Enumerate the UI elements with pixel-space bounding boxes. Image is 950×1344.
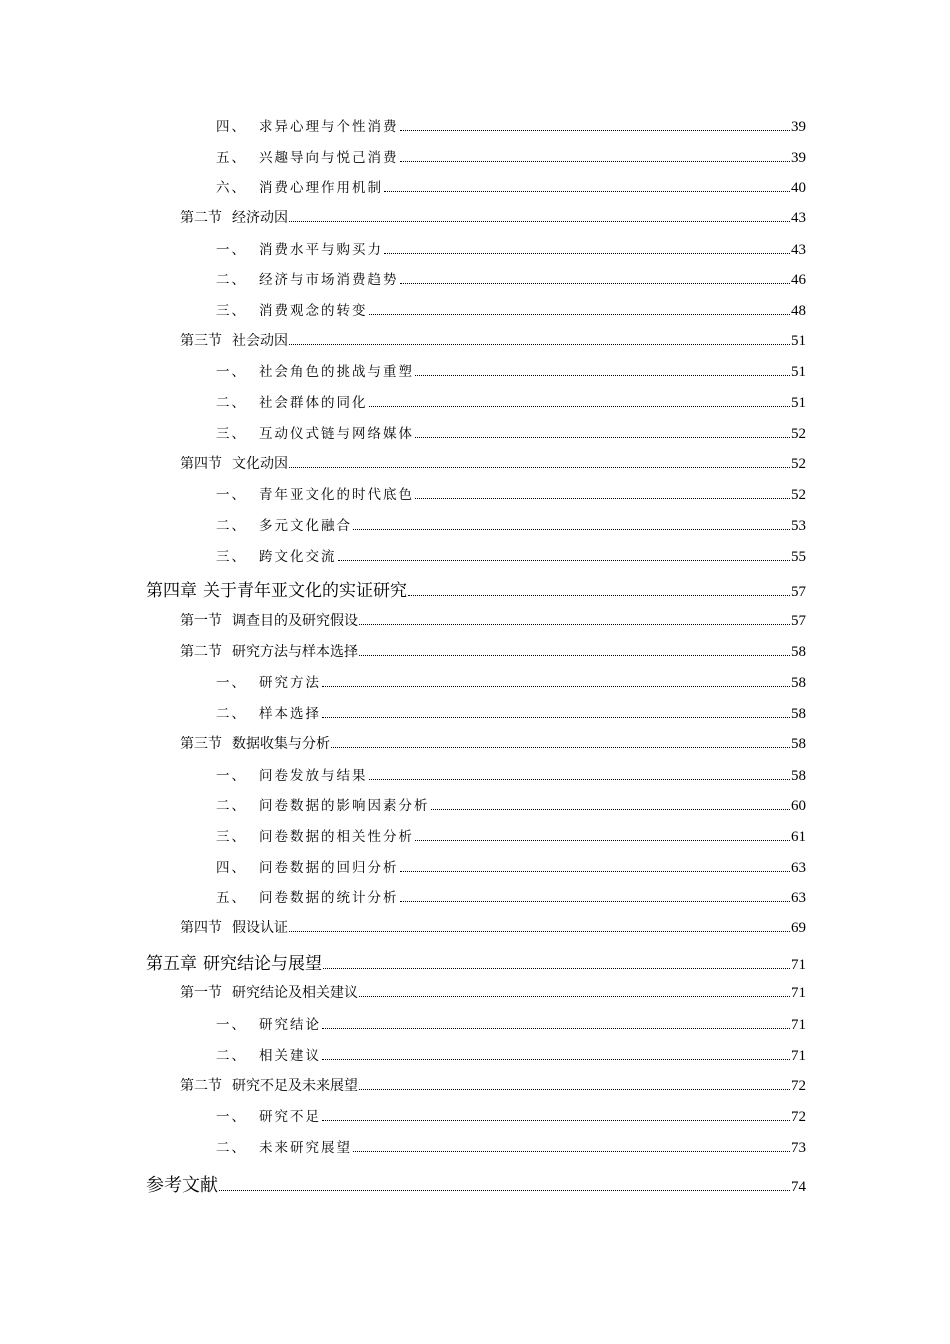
toc-section-title: 研究结论及相关建议 bbox=[232, 985, 358, 1001]
toc-entry-number: 二、 bbox=[216, 1140, 247, 1156]
toc-entry-title: 社会群体的同化 bbox=[259, 395, 368, 411]
toc-entry-page: 51 bbox=[791, 364, 806, 380]
toc-section-title: 数据收集与分析 bbox=[232, 736, 330, 752]
dot-leader bbox=[415, 375, 790, 376]
toc-entry-page: 55 bbox=[791, 549, 806, 565]
toc-entry-number: 二、 bbox=[216, 798, 247, 814]
toc-section-number: 第二节 bbox=[180, 210, 222, 226]
dot-leader bbox=[289, 931, 790, 932]
dot-leader bbox=[359, 655, 790, 656]
toc-entry-page: 73 bbox=[791, 1140, 806, 1156]
dot-leader bbox=[400, 283, 791, 284]
toc-entry-number: 三、 bbox=[216, 426, 247, 442]
toc-entry-title: 问卷数据的影响因素分析 bbox=[259, 798, 430, 814]
dot-leader bbox=[400, 871, 791, 872]
toc-section-page: 72 bbox=[791, 1078, 806, 1094]
dot-leader bbox=[431, 809, 791, 810]
toc-chapter-number: 第五章 bbox=[146, 954, 197, 974]
toc-chapter-page: 71 bbox=[791, 957, 806, 973]
toc-section-page: 57 bbox=[791, 613, 806, 629]
toc-entry-page: 63 bbox=[791, 860, 806, 876]
toc-entry[interactable] bbox=[216, 764, 806, 786]
toc-chapter-title: 研究结论与展望 bbox=[203, 954, 322, 974]
toc-entry[interactable] bbox=[216, 268, 806, 290]
toc-entry[interactable] bbox=[216, 671, 806, 693]
toc-entry-title: 青年亚文化的时代底色 bbox=[259, 487, 414, 503]
toc-entry-number: 二、 bbox=[216, 518, 247, 534]
toc-section-number: 第一节 bbox=[180, 613, 222, 629]
toc-entry[interactable] bbox=[216, 391, 806, 413]
toc-section-number: 第二节 bbox=[180, 644, 222, 660]
dot-leader bbox=[400, 901, 791, 902]
toc-entry-title: 研究方法 bbox=[259, 675, 321, 691]
toc-entry-page: 60 bbox=[791, 798, 806, 814]
toc-entry-title: 相关建议 bbox=[259, 1048, 321, 1064]
toc-entry-title: 互动仪式链与网络媒体 bbox=[259, 426, 414, 442]
toc-entry-number: 一、 bbox=[216, 1109, 247, 1125]
dot-leader bbox=[323, 968, 790, 969]
toc-entry-page: 71 bbox=[791, 1048, 806, 1064]
toc-entry-page: 63 bbox=[791, 890, 806, 906]
toc-section[interactable] bbox=[180, 207, 806, 229]
toc-entry[interactable] bbox=[216, 1013, 806, 1035]
toc-references-title: 参考文献 bbox=[146, 1175, 218, 1196]
toc-entry[interactable] bbox=[216, 1044, 806, 1066]
toc-entry-page: 58 bbox=[791, 768, 806, 784]
toc-entry-page: 71 bbox=[791, 1017, 806, 1033]
toc-entry-title: 问卷数据的回归分析 bbox=[259, 860, 399, 876]
toc-entry-title: 跨文化交流 bbox=[259, 549, 337, 565]
dot-leader bbox=[322, 1120, 790, 1121]
toc-entry-title: 问卷发放与结果 bbox=[259, 768, 368, 784]
toc-entry[interactable] bbox=[216, 238, 806, 260]
dot-leader bbox=[289, 344, 790, 345]
toc-entry-number: 三、 bbox=[216, 303, 247, 319]
toc-entry[interactable] bbox=[216, 299, 806, 321]
toc-entry[interactable] bbox=[216, 1136, 806, 1158]
dot-leader bbox=[400, 161, 791, 162]
toc-entry-title: 经济与市场消费趋势 bbox=[259, 272, 399, 288]
toc-section-page: 43 bbox=[791, 210, 806, 226]
toc-entry-number: 一、 bbox=[216, 768, 247, 784]
toc-entry[interactable] bbox=[216, 422, 806, 444]
dot-leader bbox=[322, 686, 790, 687]
toc-entry-number: 三、 bbox=[216, 549, 247, 565]
dot-leader bbox=[322, 1028, 790, 1029]
toc-entry-number: 二、 bbox=[216, 706, 247, 722]
toc-entry-number: 一、 bbox=[216, 487, 247, 503]
toc-entry-page: 46 bbox=[791, 272, 806, 288]
toc-entry-number: 五、 bbox=[216, 890, 247, 906]
toc-entry-number: 一、 bbox=[216, 675, 247, 691]
toc-section-page: 69 bbox=[791, 920, 806, 936]
dot-leader bbox=[359, 1089, 790, 1090]
toc-section-number: 第二节 bbox=[180, 1078, 222, 1094]
toc-section-page: 52 bbox=[791, 456, 806, 472]
toc-section-title: 研究方法与样本选择 bbox=[232, 644, 358, 660]
toc-entry[interactable] bbox=[216, 545, 806, 567]
toc-chapter-number: 第四章 bbox=[146, 581, 197, 601]
toc-section[interactable] bbox=[180, 330, 806, 352]
toc-section-number: 第三节 bbox=[180, 333, 222, 349]
dot-leader bbox=[359, 996, 790, 997]
toc-entry[interactable] bbox=[216, 146, 806, 168]
toc-section[interactable] bbox=[180, 917, 806, 939]
toc-entry-page: 43 bbox=[791, 242, 806, 258]
toc-chapter-title: 关于青年亚文化的实证研究 bbox=[203, 581, 407, 601]
toc-section[interactable] bbox=[180, 733, 806, 755]
toc-entry-title: 社会角色的挑战与重塑 bbox=[259, 364, 414, 380]
toc-entry[interactable] bbox=[216, 794, 806, 816]
toc-section[interactable] bbox=[180, 641, 806, 663]
toc-entry-page: 53 bbox=[791, 518, 806, 534]
dot-leader bbox=[415, 437, 790, 438]
toc-section-page: 58 bbox=[791, 644, 806, 660]
toc-entry[interactable] bbox=[216, 176, 806, 198]
dot-leader bbox=[338, 560, 791, 561]
toc-chapter-page: 57 bbox=[791, 584, 806, 600]
toc-entry-title: 消费观念的转变 bbox=[259, 303, 368, 319]
toc-entry-title: 多元文化融合 bbox=[259, 518, 352, 534]
toc-entry[interactable] bbox=[216, 483, 806, 505]
toc-section[interactable] bbox=[180, 610, 806, 632]
toc-references-page: 74 bbox=[791, 1179, 806, 1195]
toc-section-title: 经济动因 bbox=[232, 210, 288, 226]
toc-entry-page: 58 bbox=[791, 675, 806, 691]
toc-section-title: 假设认证 bbox=[232, 920, 288, 936]
dot-leader bbox=[408, 595, 790, 596]
toc-entry-number: 三、 bbox=[216, 829, 247, 845]
toc-entry[interactable] bbox=[216, 856, 806, 878]
toc-section-page: 51 bbox=[791, 333, 806, 349]
toc-entry-number: 二、 bbox=[216, 272, 247, 288]
toc-entry-number: 一、 bbox=[216, 242, 247, 258]
toc-entry-number: 二、 bbox=[216, 1048, 247, 1064]
toc-entry-title: 研究结论 bbox=[259, 1017, 321, 1033]
toc-section-number: 第一节 bbox=[180, 985, 222, 1001]
toc-entry-number: 四、 bbox=[216, 860, 247, 876]
toc-section-title: 文化动因 bbox=[232, 456, 288, 472]
toc-entry-title: 未来研究展望 bbox=[259, 1140, 352, 1156]
dot-leader bbox=[400, 130, 791, 131]
dot-leader bbox=[353, 529, 790, 530]
toc-entry[interactable] bbox=[216, 514, 806, 536]
dot-leader bbox=[415, 498, 790, 499]
toc-entry-page: 39 bbox=[791, 150, 806, 166]
dot-leader bbox=[384, 191, 790, 192]
toc-entry-page: 61 bbox=[791, 829, 806, 845]
toc-chapter[interactable] bbox=[146, 949, 806, 974]
toc-entry-title: 样本选择 bbox=[259, 706, 321, 722]
toc-section-page: 71 bbox=[791, 985, 806, 1001]
toc-entry-page: 48 bbox=[791, 303, 806, 319]
toc-entry-title: 消费心理作用机制 bbox=[259, 180, 383, 196]
dot-leader bbox=[353, 1151, 790, 1152]
toc-chapter[interactable] bbox=[146, 576, 806, 601]
toc-section[interactable] bbox=[180, 453, 806, 475]
toc-entry-title: 问卷数据的统计分析 bbox=[259, 890, 399, 906]
dot-leader bbox=[369, 406, 791, 407]
toc-entry-page: 52 bbox=[791, 487, 806, 503]
toc-entry-number: 六、 bbox=[216, 180, 247, 196]
dot-leader bbox=[369, 779, 791, 780]
toc-entry-number: 一、 bbox=[216, 364, 247, 380]
toc-entry-page: 52 bbox=[791, 426, 806, 442]
toc-entry[interactable] bbox=[216, 1105, 806, 1127]
toc-references[interactable] bbox=[146, 1171, 806, 1196]
toc-section-title: 社会动因 bbox=[232, 333, 288, 349]
toc-section[interactable] bbox=[180, 1075, 806, 1097]
toc-entry-page: 58 bbox=[791, 706, 806, 722]
toc-entry-title: 研究不足 bbox=[259, 1109, 321, 1125]
toc-entry-number: 五、 bbox=[216, 150, 247, 166]
dot-leader bbox=[322, 717, 790, 718]
toc-section-page: 58 bbox=[791, 736, 806, 752]
toc-section-title: 研究不足及未来展望 bbox=[232, 1078, 358, 1094]
toc-entry-title: 兴趣导向与悦己消费 bbox=[259, 150, 399, 166]
dot-leader bbox=[289, 221, 790, 222]
toc-entry[interactable] bbox=[216, 886, 806, 908]
toc-entry-page: 51 bbox=[791, 395, 806, 411]
toc-section-number: 第三节 bbox=[180, 736, 222, 752]
toc-entry-number: 一、 bbox=[216, 1017, 247, 1033]
dot-leader bbox=[359, 624, 790, 625]
dot-leader bbox=[384, 253, 790, 254]
toc-entry-title: 求异心理与个性消费 bbox=[259, 119, 399, 135]
toc-entry-page: 39 bbox=[791, 119, 806, 135]
toc-section-number: 第四节 bbox=[180, 456, 222, 472]
toc-entry-page: 40 bbox=[791, 180, 806, 196]
dot-leader bbox=[331, 747, 790, 748]
toc-entry-page: 72 bbox=[791, 1109, 806, 1125]
toc-section[interactable] bbox=[180, 982, 806, 1004]
dot-leader bbox=[219, 1190, 790, 1191]
toc-entry[interactable] bbox=[216, 825, 806, 847]
toc-entry[interactable] bbox=[216, 702, 806, 724]
dot-leader bbox=[289, 467, 790, 468]
toc-entry-title: 问卷数据的相关性分析 bbox=[259, 829, 414, 845]
toc-entry-title: 消费水平与购买力 bbox=[259, 242, 383, 258]
dot-leader bbox=[415, 840, 790, 841]
toc-entry[interactable] bbox=[216, 360, 806, 382]
dot-leader bbox=[322, 1059, 790, 1060]
toc-section-title: 调查目的及研究假设 bbox=[232, 613, 358, 629]
toc-entry-number: 二、 bbox=[216, 395, 247, 411]
toc-entry-number: 四、 bbox=[216, 119, 247, 135]
dot-leader bbox=[369, 314, 791, 315]
toc-entry[interactable] bbox=[216, 115, 806, 137]
toc-section-number: 第四节 bbox=[180, 920, 222, 936]
